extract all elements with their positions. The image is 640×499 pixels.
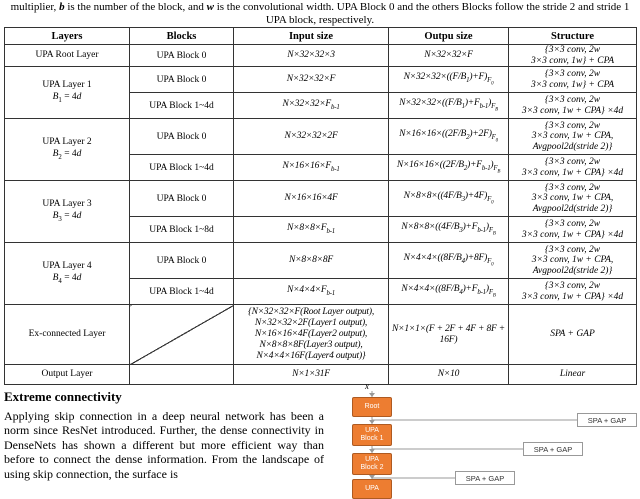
spa-gap-box-1: SPA + GAP — [577, 413, 637, 427]
structure-cell: {3×3 conv, 2w 3×3 conv, 1w + CPA} ×4d — [509, 217, 637, 243]
output-size-cell: $N\times 16\times 16\times((2F/B_2)+F_{b-1})_{F_B}$ — [389, 155, 509, 181]
input-size-cell: $N\times 8\times 8\times F_{b-1}$ — [234, 217, 389, 243]
input-size-cell: $N\times 4\times 4\times F_{b-1}$ — [234, 279, 389, 305]
block-cell: UPA Block 0 — [130, 45, 234, 67]
structure-cell: {3×3 conv, 2w 3×3 conv, 1w + CPA, Avgpool2d(stride 2)} — [509, 181, 637, 217]
input-size-cell: $N\times 16\times 16\times F_{b-1}$ — [234, 155, 389, 181]
structure-cell: {3×3 conv, 2w 3×3 conv, 1w + CPA} ×4d — [509, 155, 637, 181]
upa-block-2: UPA Block 2 — [352, 453, 392, 475]
output-size-cell: $N\times 8\times 8\times((4F/B_3)+F_{b-1})_{F_B}$ — [389, 217, 509, 243]
block-cell: UPA Block 1~4d — [130, 93, 234, 119]
caption-var-w: w — [206, 1, 214, 13]
output-size-cell: $N\times 8\times 8\times((4F/B_3)+4F)_{F_0}$ — [389, 181, 509, 217]
structure-cell: {3×3 conv, 2w 3×3 conv, 1w} + CPA — [509, 45, 637, 67]
table-caption — [4, 1, 636, 27]
diagonal-cell — [130, 305, 234, 365]
root-block: Root — [352, 397, 392, 417]
upa-architecture-table — [4, 27, 637, 385]
output-size-cell: $N\times 32\times 32\times((F/B_1)+F_{b-1})_{F_B}$ — [389, 93, 509, 119]
layer-cell: Ex-connected Layer — [5, 305, 130, 365]
block-cell: UPA Block 1~4d — [130, 155, 234, 181]
input-size-cell: N×8×8×8F — [234, 243, 389, 279]
spa-gap-box-3: SPA + GAP — [455, 471, 515, 485]
upa-block-1: UPA Block 1 — [352, 424, 392, 446]
input-size-cell: N×16×16×4F — [234, 181, 389, 217]
column-header-blocks: Blocks — [130, 28, 234, 45]
block-cell: UPA Block 1~8d — [130, 217, 234, 243]
caption-text: is the number of the block, and — [64, 1, 207, 13]
input-size-cell: N×32×32×F — [234, 67, 389, 93]
layer-cell: UPA Layer 2 $B_2 = 4d$ — [5, 119, 130, 181]
architecture-diagram — [340, 381, 640, 492]
table-header-row — [5, 28, 637, 45]
table-row — [5, 119, 637, 155]
table-row — [5, 305, 637, 365]
output-size-cell: $N\times 16\times 16\times((2F/B_2)+2F)_{F_0}$ — [389, 119, 509, 155]
layer-cell: UPA Layer 3 $B_3 = 4d$ — [5, 181, 130, 243]
diagram-input-label: x — [365, 381, 369, 391]
spa-gap-box-2: SPA + GAP — [523, 442, 583, 456]
column-header-input-size: Input size — [234, 28, 389, 45]
structure-cell: SPA + GAP — [509, 305, 637, 365]
output-size-cell: $N\times 4\times 4\times((8F/B_4)+F_{b-1})_{F_B}$ — [389, 279, 509, 305]
layer-cell: Output Layer — [5, 365, 130, 385]
layer-cell: UPA Layer 4 $B_4 = 4d$ — [5, 243, 130, 305]
layer-cell: UPA Layer 1 $B_1 = 4d$ — [5, 67, 130, 119]
table-row — [5, 67, 637, 93]
output-size-cell: N×1×1×(F + 2F + 4F + 8F + 16F) — [389, 305, 509, 365]
input-size-cell: N×1×31F — [234, 365, 389, 385]
input-size-cell: {N×32×32×F(Root Layer output), N×32×32×2F(Layer1 output), N×16×16×4F(Layer2 output), N×8×8×8F(Layer3 output), N×4×4×16F(Layer4 output)} — [234, 305, 389, 365]
block-cell: UPA Block 1~4d — [130, 279, 234, 305]
input-size-cell: $N\times 32\times 32\times F_{b-1}$ — [234, 93, 389, 119]
structure-cell: Linear — [509, 365, 637, 385]
body-text-column — [4, 389, 324, 481]
structure-cell: {3×3 conv, 2w 3×3 conv, 1w + CPA, Avgpool2d(stride 2)} — [509, 243, 637, 279]
column-header-output-size: Outpu size — [389, 28, 509, 45]
section-heading: Extreme connectivity — [4, 389, 122, 404]
table-row — [5, 243, 637, 279]
output-size-cell: N×32×32×F — [389, 45, 509, 67]
input-size-cell: N×32×32×2F — [234, 119, 389, 155]
caption-text: multiplier, — [10, 1, 60, 13]
block-cell: UPA Block 0 — [130, 67, 234, 93]
layer-cell: UPA Root Layer — [5, 45, 130, 67]
table-row — [5, 45, 637, 67]
structure-cell: {3×3 conv, 2w 3×3 conv, 1w + CPA, Avgpool2d(stride 2)} — [509, 119, 637, 155]
output-size-cell: $N\times 4\times 4\times((8F/B_4)+8F)_{F_0}$ — [389, 243, 509, 279]
output-size-cell: N×10 — [389, 365, 509, 385]
input-size-cell: N×32×32×3 — [234, 45, 389, 67]
caption-text: is the convolutional width. UPA Block 0 and the others Blocks follow the stride 2 and stride 1 UPA block, respectively. — [213, 1, 630, 26]
block-cell-empty — [130, 365, 234, 385]
block-cell: UPA Block 0 — [130, 243, 234, 279]
upa-block-3-partial: UPA — [352, 479, 392, 499]
structure-cell: {3×3 conv, 2w 3×3 conv, 1w} + CPA — [509, 67, 637, 93]
column-header-layers: Layers — [5, 28, 130, 45]
table-row — [5, 181, 637, 217]
structure-cell: {3×3 conv, 2w 3×3 conv, 1w + CPA} ×4d — [509, 93, 637, 119]
block-cell: UPA Block 0 — [130, 181, 234, 217]
output-size-cell: $N\times 32\times 32\times((F/B_1)+F)_{F_0}$ — [389, 67, 509, 93]
column-header-structure: Structure — [509, 28, 637, 45]
caption-var-b: b — [59, 1, 65, 13]
block-cell: UPA Block 0 — [130, 119, 234, 155]
structure-cell: {3×3 conv, 2w 3×3 conv, 1w + CPA} ×4d — [509, 279, 637, 305]
section-paragraph: Applying skip connection in a deep neural network has been a norm since ResNet introduced. Further, the dense connectivity in DenseNets has shown a different but more efficient way than before to connect the dense information. From the landscape of using skip connection, the surface is — [4, 409, 324, 481]
